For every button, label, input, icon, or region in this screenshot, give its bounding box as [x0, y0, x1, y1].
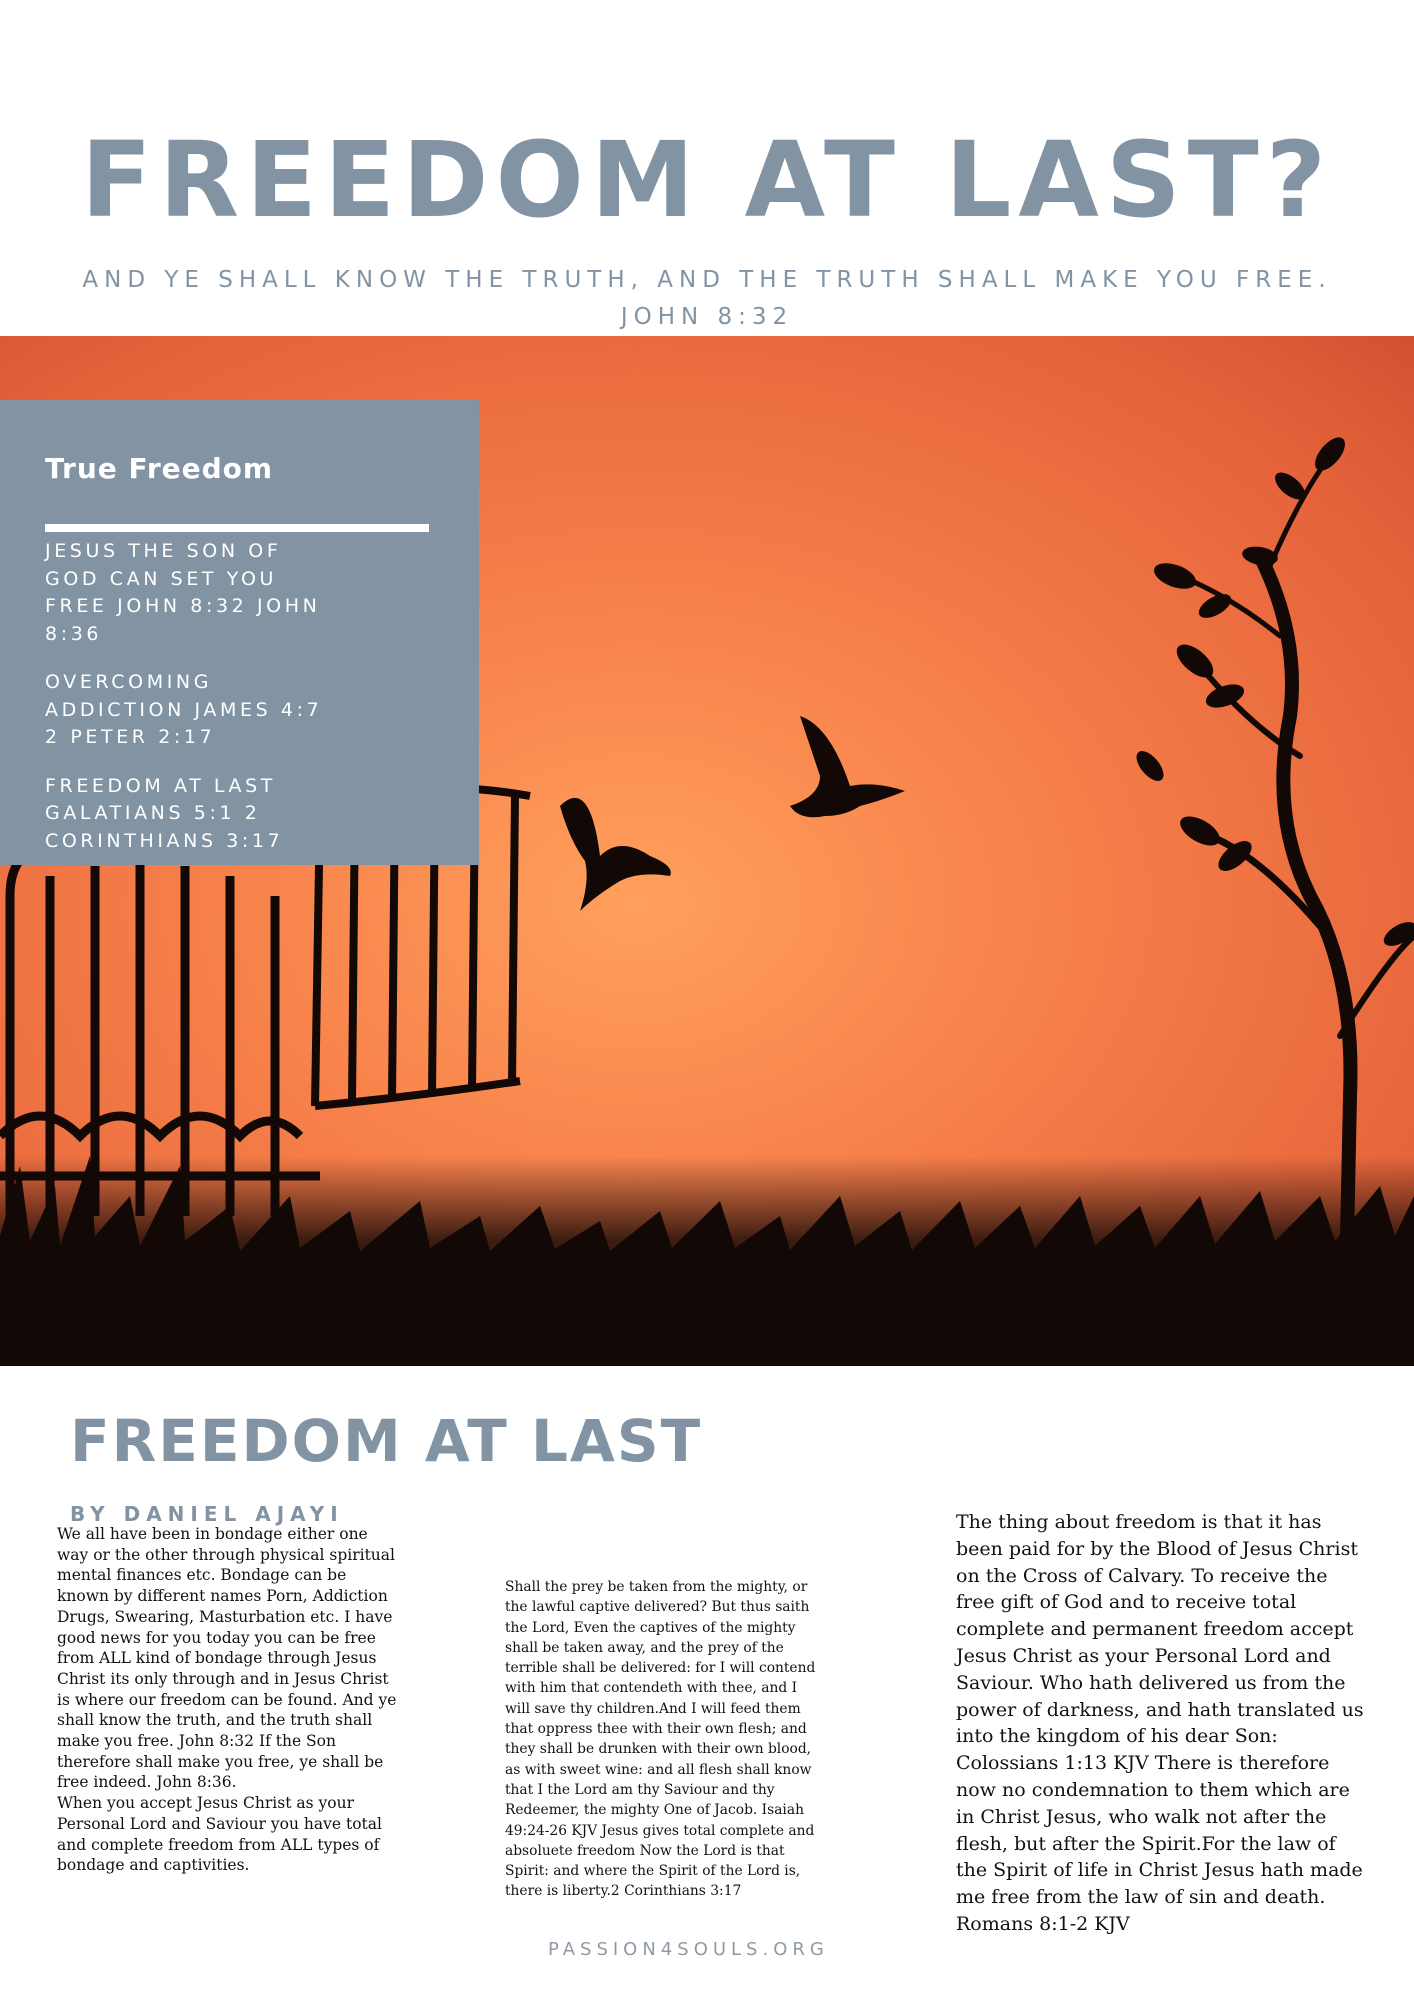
sidebar-divider [45, 524, 429, 532]
article-paragraph: When you accept Jesus Christ as your Personal Lord and Saviour you have total and complete freedom from ALL types of bondage and captivities. [57, 1794, 382, 1875]
sidebar-item: FREEDOM AT LAST GALATIANS 5:1 2 CORINTHIANS 3:17 [45, 774, 284, 852]
article-paragraph: Shall the prey be taken from the mighty, or the lawful captive delivered? But thus saith the Lord, Even the captives of the mighty shall be taken away, and the prey of the terrible shall be delivered: for I will contend with him that contendeth with thee, and I will save thy children.And I will feed them that oppress thee with their own flesh; and they shall be drunken with their own blood, as with sweet wine: and all flesh shall know that I the Lord am thy Saviour and thy Redeemer, the mighty One of Jacob. Isaiah 49:24-26 KJV Jesus gives total complete and absoluete freedom Now the Lord is that Spirit: and where the Spirit of the Lord is, there is liberty.2 Corinthians 3:17 [505, 1579, 816, 1900]
sidebar-title: True Freedom [45, 452, 274, 485]
page-title: FREEDOM AT LAST? [80, 119, 1334, 241]
article-column-2 [505, 1577, 817, 1902]
sidebar-list [45, 538, 335, 876]
article-paragraph: We all have been in bondage either one way or the other through physical spiritual mental finances etc. Bondage can be known by different names Porn, Addiction Drugs, Swearing, Masturbation etc. I have good news for you today you can be free from ALL kind of bondage through Jesus Christ its only through and in Jesus Christ is where our freedom can be found. And ye shall know the truth, and the truth shall make you free. John 8:32 If the Son therefore shall make you free, ye shall be free indeed. John 8:36. [57, 1525, 397, 1792]
sidebar-item: OVERCOMING ADDICTION JAMES 4:7 2 PETER 2:17 [45, 671, 323, 748]
article-paragraph: The thing about freedom is that it has been paid for by the Blood of Jesus Christ on the Cross of Calvary. To receive the free gift of God and to receive total complete and permanent freedom accept Jesus Christ as your Personal Lord and Saviour. Who hath delivered us from the power of darkness, and hath translated us into the kingdom of his dear Son: Colossians 1:13 KJV There is therefore now no condemnation to them which are in Christ Jesus, who walk not after the flesh, but after the Spirit.For the law of the Spirit of life in Christ Jesus hath made me free from the law of sin and death. Romans 8:1-2 KJV [956, 1511, 1364, 1935]
article-heading: FREEDOM AT LAST [70, 1407, 703, 1475]
article-column-1 [57, 1524, 397, 1876]
article-column-3 [956, 1509, 1366, 1938]
sidebar-item: JESUS THE SON OF GOD CAN SET YOU FREE JOHN 8:32 JOHN 8:36 [45, 540, 321, 645]
sidebar-box [0, 400, 479, 865]
page-subtitle: AND YE SHALL KNOW THE TRUTH, AND THE TRUTH SHALL MAKE YOU FREE. JOHN 8:32 [82, 267, 1332, 330]
article-byline: BY DANIEL AJAYI [70, 1502, 344, 1526]
footer-site-link[interactable]: PASSION4SOULS.ORG [548, 1939, 829, 1960]
